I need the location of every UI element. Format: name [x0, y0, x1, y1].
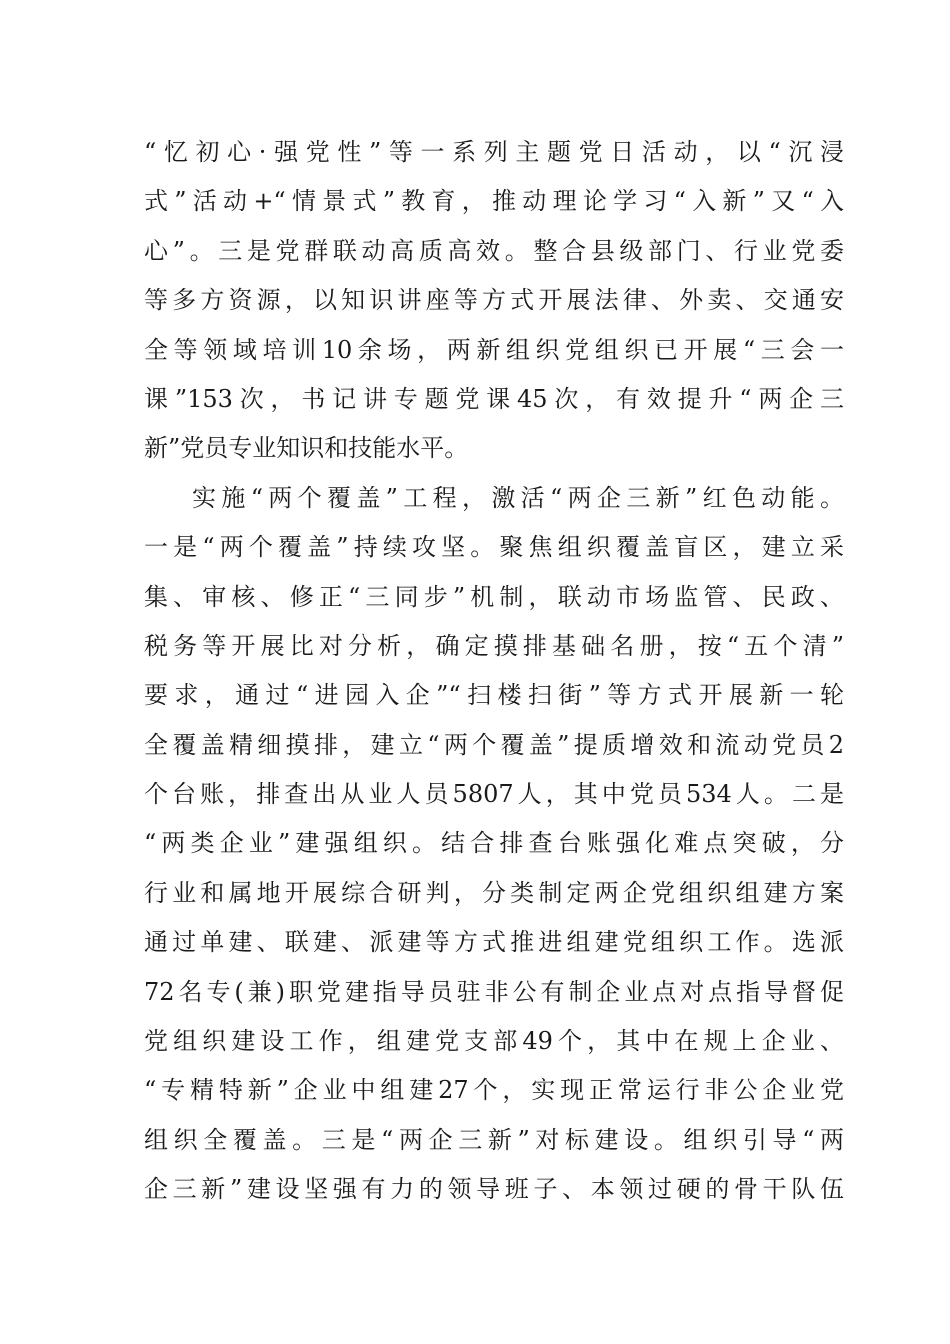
paragraph-line: “忆初心·强党性”等一系列主题党日活动，以“沉浸 [144, 138, 844, 166]
paragraph-line: 税务等开展比对分析，确定摸排基础名册，按“五个清” [144, 631, 844, 660]
paragraph-line: 72名专(兼)职党建指导员驻非公有制企业点对点指导督促 [144, 977, 844, 1006]
document-body [144, 128, 844, 1215]
paragraph-line: 集、审核、修正“三同步”机制，联动市场监管、民政、 [144, 582, 844, 611]
paragraph-line: “专精特新”企业中组建27个，实现正常运行非公企业党 [144, 1076, 844, 1105]
paragraph-line: 等多方资源，以知识讲座等方式开展法律、外卖、交通安 [144, 286, 844, 315]
paragraph-line: 式”活动+“情景式”教育，推动理论学习“入新”又“入 [144, 187, 844, 216]
paragraph-line: 全等领域培训10余场，两新组织党组织已开展“三会一 [144, 335, 844, 364]
paragraph-line: “两类企业”建强组织。结合排查台账强化难点突破，分 [144, 829, 844, 858]
paragraph-line: 心”。三是党群联动高质高效。整合县级部门、行业党委 [144, 236, 844, 265]
paragraph-line: 个台账，排查出从业人员5807人，其中党员534人。二是 [144, 780, 844, 809]
paragraph-line: 通过单建、联建、派建等方式推进组建党组织工作。选派 [144, 928, 844, 957]
paragraph-line: 一是“两个覆盖”持续攻坚。聚焦组织覆盖盲区，建立采 [144, 533, 844, 562]
paragraph-line: 课”153次，书记讲专题党课45次，有效提升“两企三 [144, 384, 844, 413]
paragraph-line: 企三新”建设坚强有力的领导班子、本领过硬的骨干队伍 [144, 1175, 844, 1204]
paragraph-line: 行业和属地开展综合研判，分类制定两企党组织组建方案 [144, 878, 844, 907]
paragraph [144, 474, 844, 1215]
paragraph-line: 实施“两个覆盖”工程，激活“两企三新”红色动能。 [192, 483, 844, 512]
paragraph-line: 新”党员专业知识和技能水平。 [144, 434, 469, 463]
paragraph-line: 组织全覆盖。三是“两企三新”对标建设。组织引导“两 [144, 1125, 844, 1154]
paragraph-line: 要求，通过“进园入企”“扫楼扫街”等方式开展新一轮 [144, 681, 844, 710]
paragraph-line: 全覆盖精细摸排，建立“两个覆盖”提质增效和流动党员2 [144, 730, 844, 759]
paragraph [144, 128, 844, 474]
paragraph-line: 党组织建设工作，组建党支部49个，其中在规上企业、 [144, 1027, 844, 1056]
